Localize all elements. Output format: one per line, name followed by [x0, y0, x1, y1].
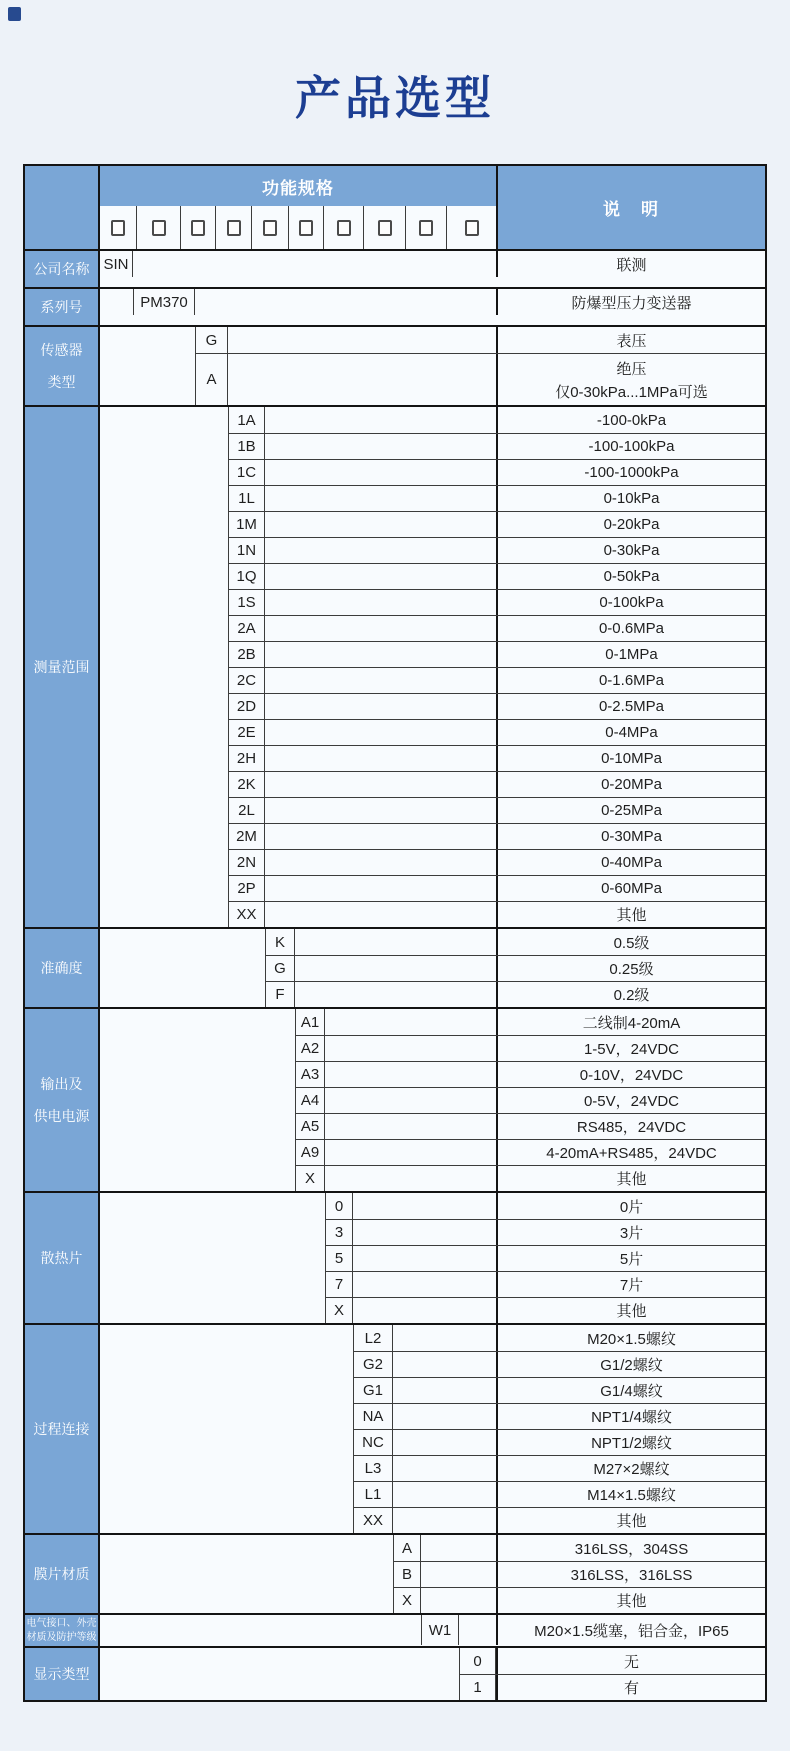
empty-cell	[265, 512, 496, 537]
empty-cell	[393, 1378, 496, 1403]
empty-cell	[325, 1062, 496, 1087]
spec-section	[25, 1191, 765, 1323]
empty-cell	[459, 1615, 496, 1645]
checkbox-icon	[378, 220, 392, 236]
code-cell: X	[325, 1298, 353, 1323]
spec-header-label: 功能规格	[100, 166, 496, 206]
table-row	[133, 289, 765, 315]
code-cell: PM370	[133, 289, 195, 315]
code-cell: 1B	[228, 434, 265, 459]
section-label	[25, 1193, 100, 1323]
empty-cell	[265, 486, 496, 511]
desc-cell: M20×1.5螺纹	[496, 1325, 765, 1351]
section-label	[25, 1648, 100, 1700]
table-row	[195, 353, 765, 405]
desc-cell: -100-0kPa	[496, 407, 765, 433]
desc-cell: 其他	[496, 902, 765, 927]
desc-cell: 0-10kPa	[496, 486, 765, 511]
spec-section	[25, 251, 765, 287]
desc-cell: 其他	[496, 1508, 765, 1533]
table-row	[228, 875, 765, 901]
code-cell: 2N	[228, 850, 265, 875]
checkbox-icon	[337, 220, 351, 236]
table-row	[459, 1674, 765, 1700]
empty-cell	[265, 746, 496, 771]
section-rows	[325, 1193, 765, 1323]
empty-cell	[421, 1535, 496, 1561]
desc-cell: 1-5V，24VDC	[496, 1036, 765, 1061]
empty-cell	[100, 289, 133, 325]
desc-cell: 0-50kPa	[496, 564, 765, 589]
page-title: 产品选型	[295, 72, 495, 124]
desc-cell: 0-60MPa	[496, 876, 765, 901]
empty-cell	[393, 1404, 496, 1429]
spec-section	[25, 1323, 765, 1533]
desc-cell: 有	[496, 1675, 765, 1700]
table-row	[353, 1507, 765, 1533]
table-row	[228, 823, 765, 849]
desc-cell: G1/2螺纹	[496, 1352, 765, 1377]
corner-logo-mark	[8, 7, 21, 21]
code-box-cell	[252, 206, 289, 249]
empty-cell	[325, 1088, 496, 1113]
empty-cell	[265, 720, 496, 745]
empty-cell	[265, 850, 496, 875]
table-row	[353, 1403, 765, 1429]
code-cell: K	[265, 929, 295, 955]
spec-header-group	[100, 166, 496, 249]
empty-cell	[265, 876, 496, 901]
table-header	[25, 166, 765, 251]
table-row	[228, 719, 765, 745]
table-row	[228, 563, 765, 589]
code-cell: 2B	[228, 642, 265, 667]
section-label-line: 供电电源	[33, 1108, 90, 1125]
code-cell: B	[393, 1562, 421, 1587]
checkbox-icon	[152, 220, 166, 236]
code-cell: G2	[353, 1352, 393, 1377]
table-row	[295, 1009, 765, 1035]
empty-cell	[265, 538, 496, 563]
empty-cell	[393, 1352, 496, 1377]
section-rows	[133, 289, 765, 325]
code-cell: A	[195, 354, 228, 405]
empty-cell	[393, 1430, 496, 1455]
code-cell: G	[195, 327, 228, 353]
desc-cell: 3片	[496, 1220, 765, 1245]
code-cell: XX	[228, 902, 265, 927]
spec-section	[25, 1007, 765, 1191]
empty-cell	[265, 642, 496, 667]
code-cell: 1M	[228, 512, 265, 537]
desc-cell: 0-10MPa	[496, 746, 765, 771]
section-label	[25, 407, 100, 927]
desc-cell: 0-10V，24VDC	[496, 1062, 765, 1087]
section-label-line: 材质及防护等级	[26, 1631, 97, 1643]
code-box-cell	[324, 206, 364, 249]
empty-cell	[265, 590, 496, 615]
desc-cell: 0-1.6MPa	[496, 668, 765, 693]
desc-cell: 0.25级	[496, 956, 765, 981]
table-row	[228, 433, 765, 459]
code-cell: 1	[459, 1675, 496, 1700]
empty-cell	[195, 289, 496, 315]
section-rows	[100, 251, 765, 287]
desc-cell: 其他	[496, 1298, 765, 1323]
code-box-cell	[137, 206, 181, 249]
desc-cell: 其他	[496, 1166, 765, 1191]
code-cell: A1	[295, 1009, 325, 1035]
desc-cell: 0-5V，24VDC	[496, 1088, 765, 1113]
code-cell: 2K	[228, 772, 265, 797]
code-cell: 3	[325, 1220, 353, 1245]
table-row	[265, 955, 765, 981]
code-cell: 2D	[228, 694, 265, 719]
code-cell: A	[393, 1535, 421, 1561]
code-cell: 2H	[228, 746, 265, 771]
section-label-line: 膜片材质	[33, 1566, 90, 1583]
desc-cell: 0-2.5MPa	[496, 694, 765, 719]
product-selection-table	[23, 164, 767, 1702]
table-row	[295, 1139, 765, 1165]
table-row	[353, 1325, 765, 1351]
code-cell: 2M	[228, 824, 265, 849]
section-label	[25, 251, 100, 287]
code-cell: 1C	[228, 460, 265, 485]
code-cell: X	[393, 1588, 421, 1613]
table-row	[228, 459, 765, 485]
code-box-cell	[181, 206, 216, 249]
table-row	[325, 1297, 765, 1323]
code-cell: F	[265, 982, 295, 1007]
desc-cell: 0-20MPa	[496, 772, 765, 797]
section-rows	[421, 1615, 765, 1646]
empty-cell	[100, 1648, 459, 1700]
empty-cell	[393, 1325, 496, 1351]
desc-cell: -100-100kPa	[496, 434, 765, 459]
checkbox-icon	[465, 220, 479, 236]
desc-header-label: 说 明	[496, 166, 765, 249]
desc-cell: 0片	[496, 1193, 765, 1219]
empty-cell	[265, 668, 496, 693]
desc-cell: 316LSS，316LSS	[496, 1562, 765, 1587]
code-cell: 2C	[228, 668, 265, 693]
table-row	[353, 1455, 765, 1481]
empty-cell	[295, 956, 496, 981]
code-box-row	[100, 206, 496, 249]
desc-cell: 0-40MPa	[496, 850, 765, 875]
empty-cell	[325, 1114, 496, 1139]
section-label	[25, 1535, 100, 1613]
spec-section	[25, 325, 765, 405]
table-row	[228, 537, 765, 563]
desc-cell: 4-20mA+RS485，24VDC	[496, 1140, 765, 1165]
section-label-line: 公司名称	[33, 261, 90, 277]
desc-cell: 0-20kPa	[496, 512, 765, 537]
section-rows	[459, 1648, 765, 1700]
empty-cell	[325, 1166, 496, 1191]
empty-cell	[353, 1220, 496, 1245]
section-rows	[393, 1535, 765, 1613]
section-label-line: 系列号	[40, 299, 83, 316]
desc-cell: RS485，24VDC	[496, 1114, 765, 1139]
code-cell: 1S	[228, 590, 265, 615]
section-label	[25, 289, 100, 325]
desc-cell: 0-30kPa	[496, 538, 765, 563]
empty-cell	[265, 564, 496, 589]
code-cell: 5	[325, 1246, 353, 1271]
table-row	[325, 1271, 765, 1297]
spec-section	[25, 405, 765, 927]
empty-cell	[353, 1272, 496, 1297]
table-row	[228, 641, 765, 667]
code-cell: 7	[325, 1272, 353, 1297]
desc-cell: 0-1MPa	[496, 642, 765, 667]
code-cell: A5	[295, 1114, 325, 1139]
table-row	[228, 589, 765, 615]
table-row	[295, 1113, 765, 1139]
table-row	[393, 1561, 765, 1587]
table-row	[228, 511, 765, 537]
desc-cell: 0-100kPa	[496, 590, 765, 615]
empty-cell	[325, 1140, 496, 1165]
code-cell: 2P	[228, 876, 265, 901]
table-row	[353, 1377, 765, 1403]
section-label-line: 散热片	[40, 1250, 83, 1267]
code-cell: NA	[353, 1404, 393, 1429]
empty-cell	[353, 1193, 496, 1219]
table-row	[228, 771, 765, 797]
section-label-line: 输出及	[40, 1076, 83, 1093]
spec-section	[25, 1646, 765, 1700]
checkbox-icon	[111, 220, 125, 236]
checkbox-icon	[263, 220, 277, 236]
desc-cell: 0-4MPa	[496, 720, 765, 745]
spec-section	[25, 927, 765, 1007]
table-row	[393, 1587, 765, 1613]
table-row	[353, 1481, 765, 1507]
table-row	[228, 485, 765, 511]
desc-cell: 防爆型压力变送器	[496, 289, 765, 315]
table-row	[228, 745, 765, 771]
empty-cell	[393, 1456, 496, 1481]
section-label-line: 传感器	[40, 342, 83, 359]
code-cell: 2E	[228, 720, 265, 745]
empty-cell	[295, 929, 496, 955]
table-row	[228, 407, 765, 433]
empty-cell	[325, 1009, 496, 1035]
code-cell: L1	[353, 1482, 393, 1507]
empty-cell	[133, 251, 496, 277]
table-row	[295, 1087, 765, 1113]
code-cell: 1L	[228, 486, 265, 511]
code-cell: 2L	[228, 798, 265, 823]
desc-cell: 0-0.6MPa	[496, 616, 765, 641]
empty-cell	[353, 1246, 496, 1271]
code-box-cell	[289, 206, 324, 249]
section-label-line: 电气接口、外壳	[26, 1618, 97, 1630]
table-row	[228, 615, 765, 641]
table-row	[228, 797, 765, 823]
table-row	[325, 1245, 765, 1271]
table-row	[295, 1165, 765, 1191]
desc-cell: 其他	[496, 1588, 765, 1613]
table-row	[325, 1219, 765, 1245]
code-cell: G	[265, 956, 295, 981]
code-cell: L2	[353, 1325, 393, 1351]
empty-cell	[393, 1508, 496, 1533]
code-box-cell	[100, 206, 137, 249]
section-label	[25, 1615, 100, 1646]
desc-cell: NPT1/4螺纹	[496, 1404, 765, 1429]
section-label-line: 类型	[47, 374, 76, 391]
desc-line: 仅0-30kPa...1MPa可选	[555, 384, 708, 402]
spec-section	[25, 287, 765, 325]
empty-cell	[265, 616, 496, 641]
empty-cell	[100, 1325, 353, 1533]
empty-cell	[265, 434, 496, 459]
desc-cell: M27×2螺纹	[496, 1456, 765, 1481]
section-rows	[353, 1325, 765, 1533]
checkbox-icon	[419, 220, 433, 236]
code-cell: XX	[353, 1508, 393, 1533]
section-rows	[295, 1009, 765, 1191]
desc-cell: 0-30MPa	[496, 824, 765, 849]
sections-container	[25, 251, 765, 1700]
table-row	[228, 693, 765, 719]
code-cell: 0	[325, 1193, 353, 1219]
table-row	[421, 1615, 765, 1645]
desc-cell: NPT1/2螺纹	[496, 1430, 765, 1455]
header-corner-cell	[25, 166, 100, 249]
section-label-line: 测量范围	[33, 659, 90, 676]
empty-cell	[100, 929, 265, 1007]
table-row	[265, 981, 765, 1007]
empty-cell	[295, 982, 496, 1007]
code-cell: A4	[295, 1088, 325, 1113]
code-cell: G1	[353, 1378, 393, 1403]
empty-cell	[325, 1036, 496, 1061]
table-row	[265, 929, 765, 955]
table-row	[295, 1035, 765, 1061]
desc-cell: 二线制4-20mA	[496, 1009, 765, 1035]
empty-cell	[421, 1588, 496, 1613]
code-cell: A3	[295, 1062, 325, 1087]
empty-cell	[100, 1615, 421, 1646]
code-box-cell	[447, 206, 496, 249]
desc-cell: 5片	[496, 1246, 765, 1271]
section-label-line: 显示类型	[33, 1666, 90, 1683]
section-rows	[228, 407, 765, 927]
empty-cell	[265, 460, 496, 485]
code-cell: 2A	[228, 616, 265, 641]
empty-cell	[265, 407, 496, 433]
empty-cell	[228, 327, 496, 353]
empty-cell	[100, 1535, 393, 1613]
desc-cell: 无	[496, 1648, 765, 1674]
desc-cell: 联测	[496, 251, 765, 277]
code-cell: 1Q	[228, 564, 265, 589]
desc-cell: G1/4螺纹	[496, 1378, 765, 1403]
table-row	[295, 1061, 765, 1087]
table-row	[393, 1535, 765, 1561]
empty-cell	[228, 354, 496, 405]
desc-line: 绝压	[616, 360, 647, 378]
desc-cell: M14×1.5螺纹	[496, 1482, 765, 1507]
code-cell: A9	[295, 1140, 325, 1165]
empty-cell	[393, 1482, 496, 1507]
desc-cell: M20×1.5缆塞，铝合金，IP65	[496, 1615, 765, 1645]
table-row	[228, 849, 765, 875]
table-row	[100, 251, 765, 277]
code-box-cell	[364, 206, 406, 249]
empty-cell	[265, 824, 496, 849]
desc-cell: -100-1000kPa	[496, 460, 765, 485]
code-box-cell	[216, 206, 252, 249]
code-cell: A2	[295, 1036, 325, 1061]
empty-cell	[421, 1562, 496, 1587]
desc-cell	[496, 354, 765, 405]
checkbox-icon	[191, 220, 205, 236]
desc-cell: 7片	[496, 1272, 765, 1297]
empty-cell	[265, 694, 496, 719]
spec-section	[25, 1533, 765, 1613]
section-label	[25, 1009, 100, 1191]
empty-cell	[100, 1009, 295, 1191]
desc-cell: 0.5级	[496, 929, 765, 955]
code-cell: 0	[459, 1648, 496, 1674]
table-row	[228, 667, 765, 693]
code-cell: SIN	[100, 251, 133, 277]
empty-cell	[353, 1298, 496, 1323]
code-cell: X	[295, 1166, 325, 1191]
code-cell: 1N	[228, 538, 265, 563]
empty-cell	[100, 327, 195, 405]
section-rows	[265, 929, 765, 1007]
code-cell: 1A	[228, 407, 265, 433]
code-cell: L3	[353, 1456, 393, 1481]
desc-cell: 316LSS，304SS	[496, 1535, 765, 1561]
table-row	[459, 1648, 765, 1674]
table-row	[325, 1193, 765, 1219]
table-row	[353, 1351, 765, 1377]
section-label-line: 准确度	[40, 960, 83, 977]
desc-cell: 0.2级	[496, 982, 765, 1007]
checkbox-icon	[299, 220, 313, 236]
section-label	[25, 929, 100, 1007]
code-box-cell	[406, 206, 447, 249]
empty-cell	[265, 798, 496, 823]
desc-cell: 0-25MPa	[496, 798, 765, 823]
table-row	[353, 1429, 765, 1455]
table-row	[228, 901, 765, 927]
empty-cell	[265, 772, 496, 797]
empty-cell	[100, 407, 228, 927]
section-label-line: 过程连接	[33, 1421, 90, 1438]
section-label	[25, 327, 100, 405]
desc-cell: 表压	[496, 327, 765, 353]
code-cell: W1	[421, 1615, 459, 1645]
checkbox-icon	[227, 220, 241, 236]
section-rows	[195, 327, 765, 405]
empty-cell	[265, 902, 496, 927]
empty-cell	[100, 1193, 325, 1323]
section-label	[25, 1325, 100, 1533]
code-cell: NC	[353, 1430, 393, 1455]
table-row	[195, 327, 765, 353]
spec-section	[25, 1613, 765, 1646]
